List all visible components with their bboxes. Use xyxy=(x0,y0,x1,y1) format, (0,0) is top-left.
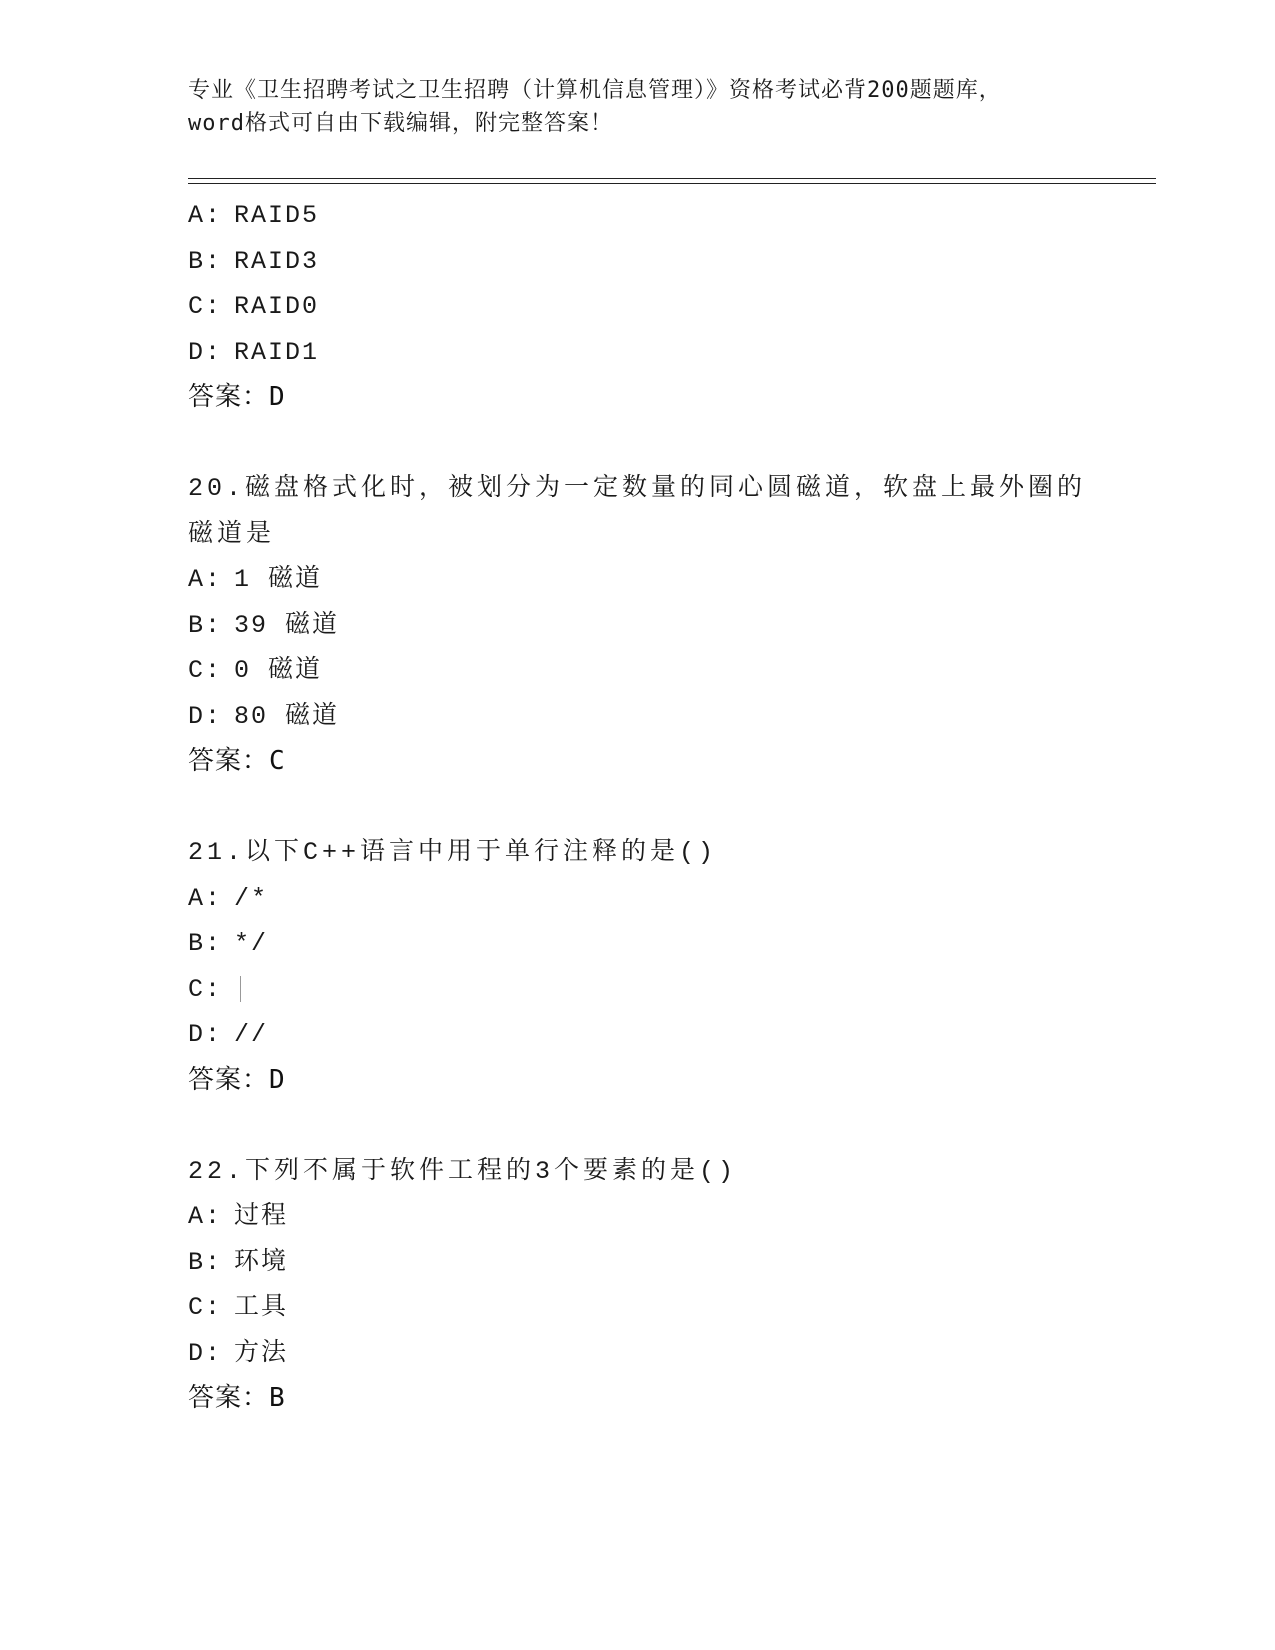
answer: 答案：C xyxy=(188,746,286,776)
spacer xyxy=(188,1103,1128,1149)
question-text-continued: 磁道是 xyxy=(188,519,276,549)
option-text: /* xyxy=(234,883,269,913)
option-d: D: 80 磁道 xyxy=(188,701,340,731)
option-d: D: // xyxy=(188,1020,269,1049)
option-a: A: /* xyxy=(188,883,269,913)
option-text: RAID0 xyxy=(234,292,320,321)
option-text: RAID1 xyxy=(234,337,320,367)
option-d: D: 方法 xyxy=(188,1338,289,1368)
option-c: C: 工具 xyxy=(188,1293,289,1322)
option-c: C: xyxy=(188,967,1128,1013)
answer: 答案：B xyxy=(188,1383,286,1413)
spacer xyxy=(188,421,1128,467)
option-c: C: RAID0 xyxy=(188,292,320,321)
answer: 答案：D xyxy=(188,1064,286,1095)
question-21 xyxy=(188,830,1128,1103)
option-text: 80 磁道 xyxy=(234,701,340,731)
option-text: */ xyxy=(234,929,269,958)
question-text: 22.下列不属于软件工程的3个要素的是() xyxy=(188,1156,738,1186)
option-b: B: */ xyxy=(188,929,269,958)
option-b: B: RAID3 xyxy=(188,246,320,276)
option-text: RAID3 xyxy=(234,246,320,276)
header-line-2: word格式可自由下载编辑，附完整答案！ xyxy=(188,111,613,136)
option-a: A: RAID5 xyxy=(188,201,320,230)
spacer xyxy=(188,785,1128,831)
option-text: RAID5 xyxy=(234,201,320,230)
option-text: 1 磁道 xyxy=(234,565,323,594)
option-a: A: 1 磁道 xyxy=(188,565,323,594)
header-divider-bottom xyxy=(188,183,1156,184)
header-divider-top xyxy=(188,178,1156,179)
option-text: 0 磁道 xyxy=(234,656,323,685)
answer: 答案：D xyxy=(188,382,286,412)
option-d: D: RAID1 xyxy=(188,337,320,367)
question-19 xyxy=(188,193,1128,421)
option-a: A: 过程 xyxy=(188,1202,289,1231)
header-line-1: 专业《卫生招聘考试之卫生招聘（计算机信息管理）》资格考试必背200题题库， xyxy=(188,78,1002,103)
question-text: 21.以下C++语言中用于单行注释的是() xyxy=(188,838,718,867)
option-text: 工具 xyxy=(234,1293,289,1322)
option-text: 39 磁道 xyxy=(234,610,340,640)
option-text: // xyxy=(234,1020,269,1049)
option-b: B: 环境 xyxy=(188,1247,289,1277)
option-b: B: 39 磁道 xyxy=(188,610,340,640)
option-c: C: 0 磁道 xyxy=(188,656,323,685)
question-text: 20.磁盘格式化时，被划分为一定数量的同心圆磁道，软盘上最外圈的 xyxy=(188,474,1087,503)
document-header xyxy=(188,74,1088,140)
question-list xyxy=(188,193,1128,1422)
option-text: 过程 xyxy=(234,1202,289,1231)
question-22 xyxy=(188,1149,1128,1422)
option-text: 方法 xyxy=(234,1338,289,1368)
vertical-bar-glyph xyxy=(240,976,241,1002)
option-text: 环境 xyxy=(234,1247,289,1277)
question-20 xyxy=(188,466,1128,785)
